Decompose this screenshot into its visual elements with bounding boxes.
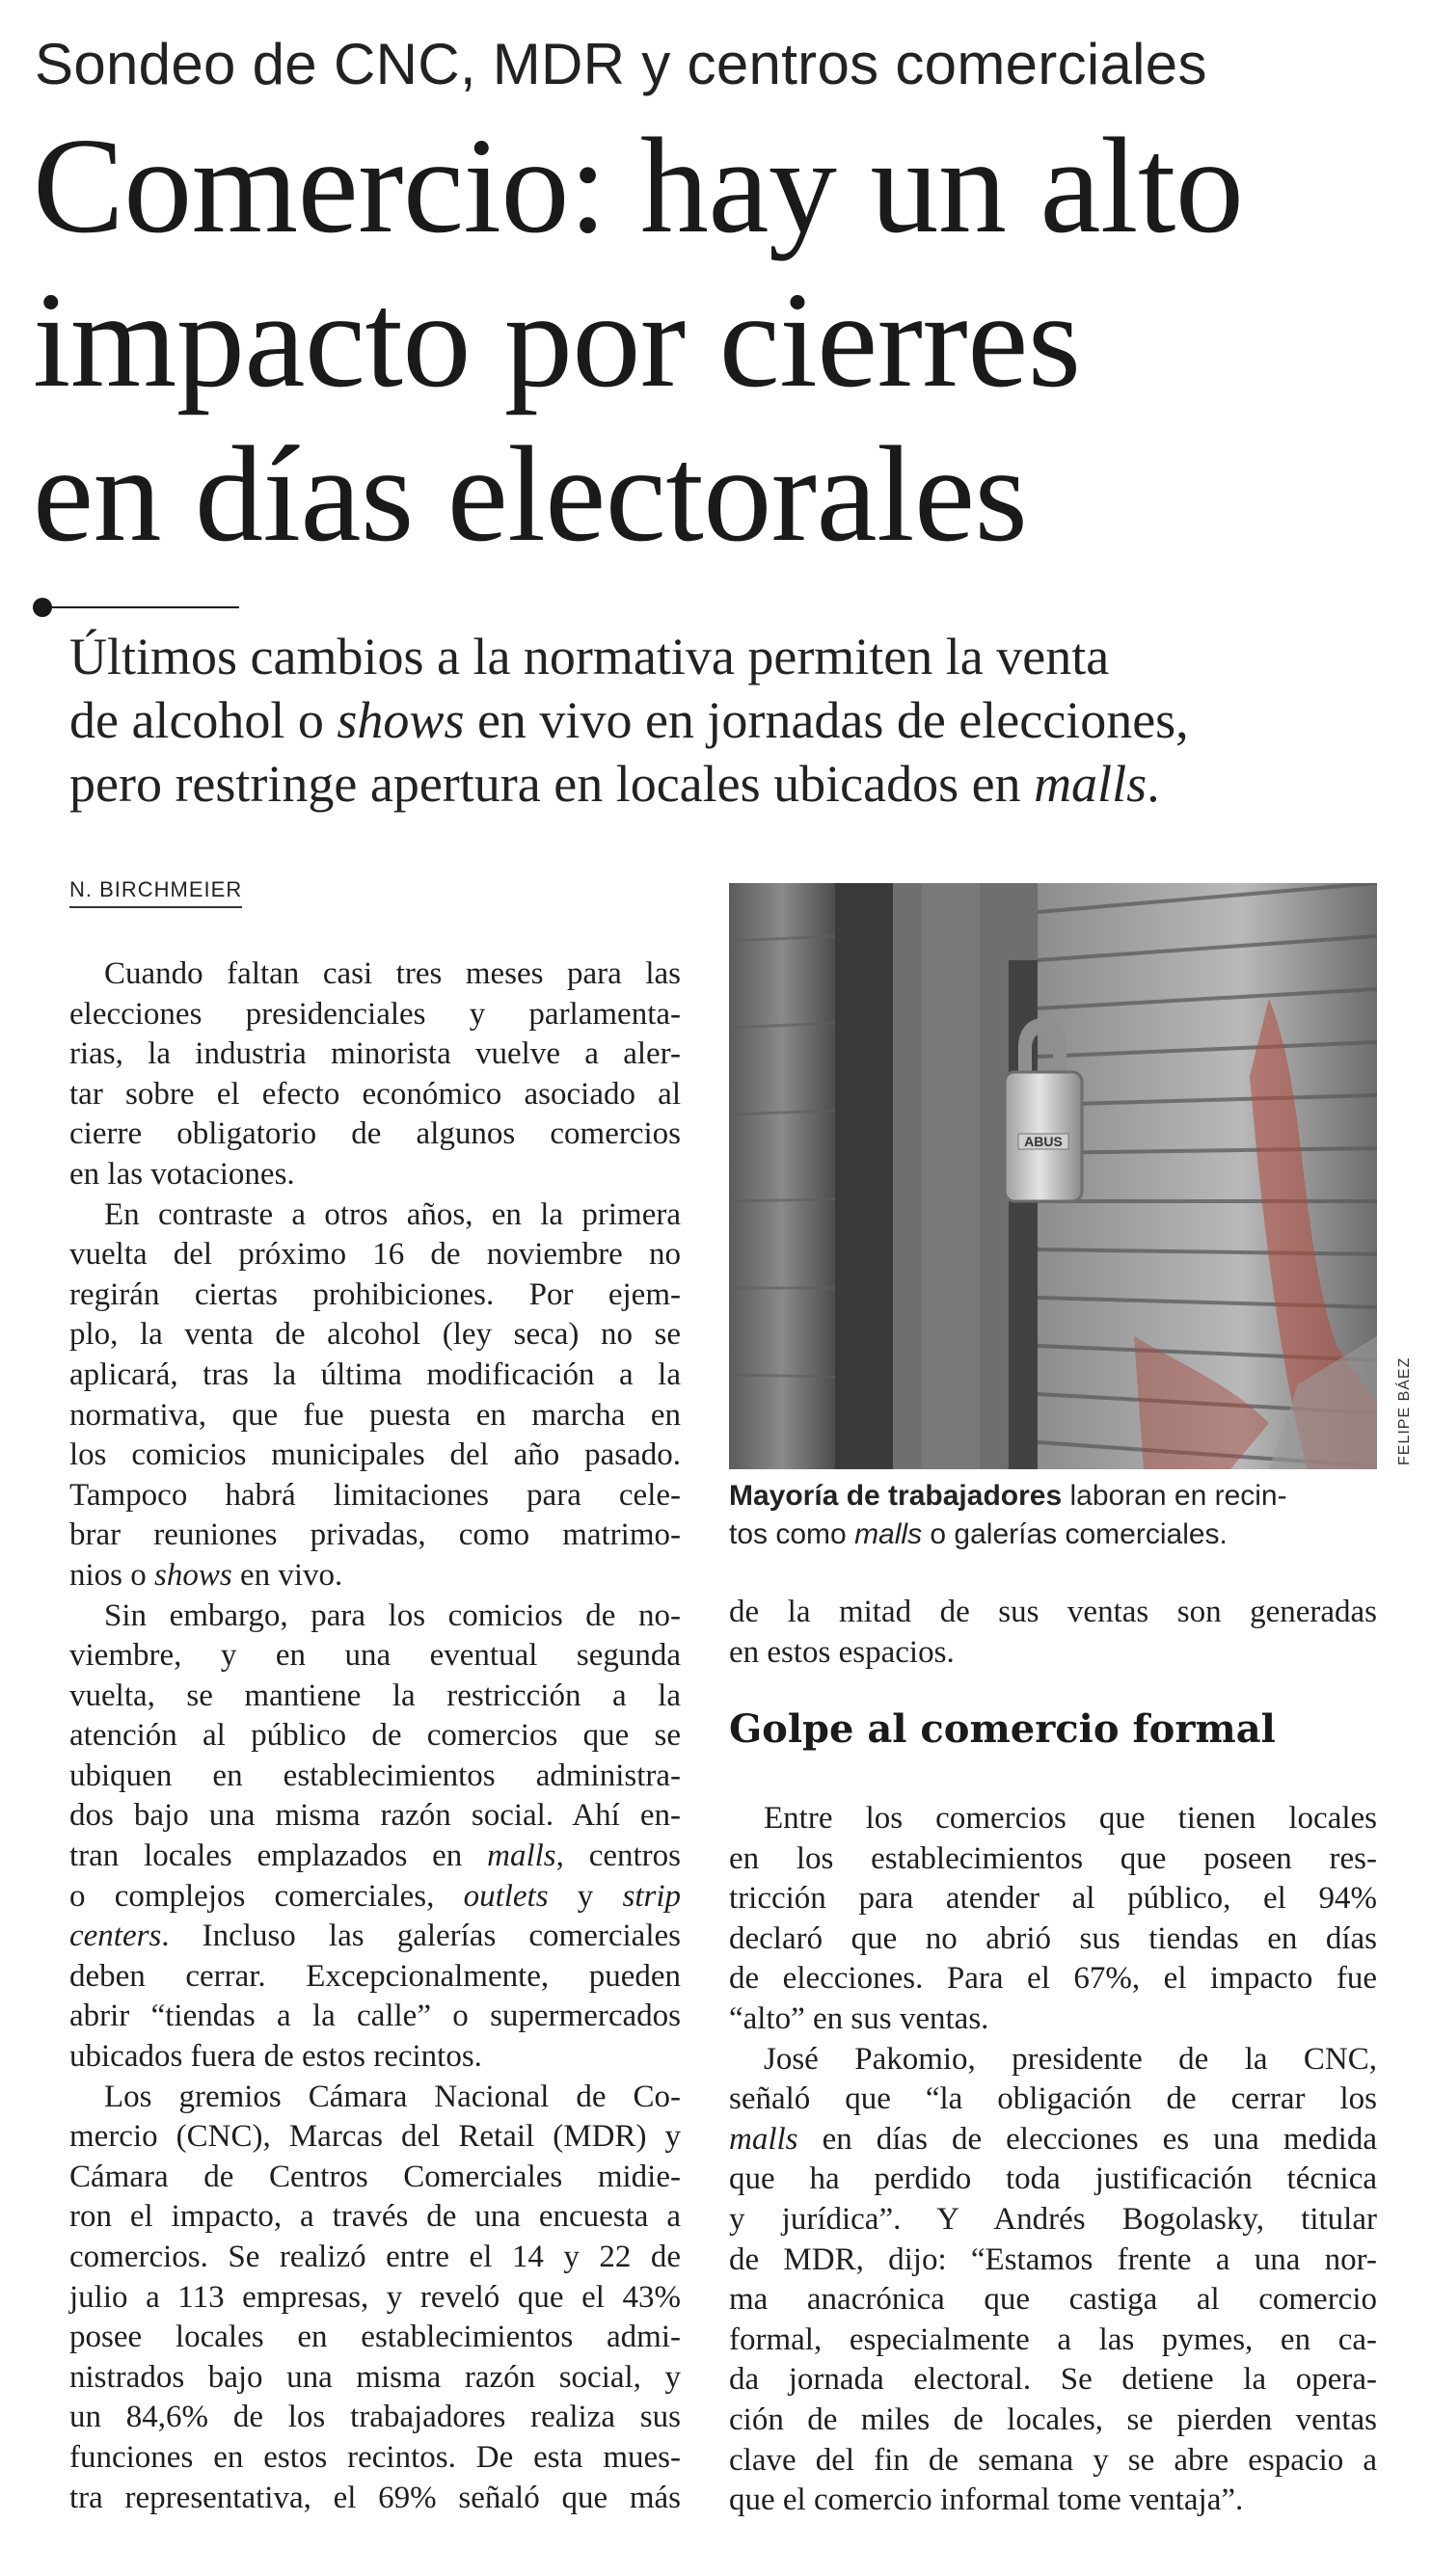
- text-segment: pero restringe apertura en locales ubicados en: [69, 755, 1035, 813]
- text-segment: normativa, que fue puesta en marcha en: [69, 1397, 681, 1433]
- italic-term: centers: [69, 1919, 162, 1954]
- text-segment: un 84,6% de los trabajadores realiza sus: [69, 2400, 681, 2435]
- photo-shutter-illustration: [729, 883, 1377, 1469]
- text-segment: en los establecimientos que poseen res-: [729, 1840, 1377, 1876]
- text-line: [729, 1799, 1377, 1839]
- text-segment: los comicios municipales del año pasado.: [69, 1437, 681, 1473]
- subhead: Golpe al comercio formal: [729, 1706, 1276, 1752]
- text-segment: En contraste a otros años, en la primera: [104, 1196, 681, 1232]
- byline: N. BIRCHMEIER: [69, 877, 242, 908]
- text-segment: clave del fin de semana y se abre espacio a: [729, 2442, 1377, 2478]
- text-segment: de la mitad de sus ventas son generadas: [729, 1595, 1377, 1629]
- text-line: [69, 1436, 681, 1476]
- text-segment: posee locales en establecimientos admi-: [69, 2320, 681, 2355]
- text-line: [69, 2197, 681, 2238]
- text-segment: en vivo en jornadas de elecciones,: [464, 691, 1189, 749]
- text-segment: .: [1147, 755, 1160, 813]
- text-segment: mercio (CNC), Marcas del Retail (MDR) y: [69, 2119, 681, 2155]
- text-segment: ción de miles de locales, se pierden ventas: [729, 2402, 1377, 2437]
- italic-term: malls: [854, 1518, 923, 1550]
- text-segment: Últimos cambios a la normativa permiten la venta: [69, 628, 1110, 685]
- text-line: [69, 2158, 681, 2198]
- text-line: [69, 1716, 681, 1757]
- italic-term: strip: [622, 1878, 682, 1914]
- text-line: [69, 1796, 681, 1837]
- headline-line: en días electorales: [33, 417, 1028, 570]
- text-segment: tar sobre el efecto económico asociado al: [69, 1076, 681, 1112]
- text-segment: nios o: [69, 1557, 155, 1593]
- text-line: [69, 1516, 681, 1556]
- bold-lead-in: Mayoría de trabajadores: [729, 1480, 1063, 1512]
- text-line: [69, 688, 1400, 752]
- text-line: [69, 1355, 681, 1396]
- text-segment: señaló que “la obligación de cerrar los: [729, 2081, 1377, 2117]
- text-line: [69, 954, 681, 995]
- text-segment: ma anacrónica que castiga al comercio: [729, 2282, 1377, 2318]
- text-segment: o complejos comerciales,: [69, 1878, 464, 1914]
- text-line: [69, 1275, 681, 1316]
- italic-term: shows: [337, 691, 465, 749]
- text-segment: abrir “tiendas a la calle” o supermercados: [69, 1999, 681, 2034]
- text-line: [69, 2117, 681, 2158]
- text-line: [69, 1315, 681, 1355]
- text-segment: que ha perdido toda justificación técnica: [729, 2161, 1377, 2197]
- text-segment: en días de elecciones es una medida: [797, 2121, 1377, 2157]
- text-segment: regirán ciertas prohibiciones. Por ejem-: [69, 1276, 681, 1312]
- kicker: Sondeo de CNC, MDR y centros comerciales: [35, 32, 1207, 96]
- headline-line: Comercio: hay un alto: [33, 109, 1244, 261]
- italic-term: malls: [1034, 755, 1148, 813]
- text-line: [69, 2037, 681, 2078]
- text-segment: nistrados bajo una misma razón social, y: [69, 2359, 681, 2395]
- text-segment: julio a 113 empresas, y reveló que el 43%: [69, 2279, 681, 2315]
- text-line: [69, 2438, 681, 2479]
- photo-credit-text: FELIPE BÁEZ: [1396, 1356, 1413, 1465]
- text-segment: que el comercio informal tome ventaja”.: [729, 2482, 1244, 2518]
- text-line: [729, 2481, 1377, 2521]
- text-segment: Cámara de Centros Comerciales midie-: [69, 2159, 681, 2194]
- text-segment: aplicará, tras la última modificación a la: [69, 1356, 681, 1392]
- text-segment: o galerías comerciales.: [922, 1518, 1228, 1550]
- text-segment: Cuando faltan casi tres meses para las: [104, 956, 681, 991]
- text-line: [69, 1476, 681, 1516]
- body-column-right-bottom: [729, 1799, 1377, 2521]
- text-segment: elecciones presidenciales y parlamenta-: [69, 996, 681, 1032]
- text-line: [729, 1919, 1377, 1960]
- text-segment: deben cerrar. Excepcionalmente, pueden: [69, 1958, 681, 1994]
- text-line: [729, 1516, 1377, 1554]
- text-line: [69, 1957, 681, 1998]
- text-line: [729, 1593, 1377, 1633]
- text-line: [729, 1633, 1377, 1674]
- italic-term: malls: [729, 2121, 798, 2157]
- body-column-right-top: [729, 1593, 1377, 1673]
- text-line: [69, 2318, 681, 2358]
- text-line: [729, 2280, 1377, 2321]
- text-segment: y jurídica”. Y Andrés Bogolasky, titular: [729, 2201, 1377, 2237]
- text-segment: de elecciones. Para el 67%, el impacto fue: [729, 1961, 1377, 1997]
- divider-line: [42, 606, 239, 608]
- text-line: [729, 1477, 1377, 1516]
- text-line: [69, 2358, 681, 2399]
- text-line: [729, 2401, 1377, 2441]
- text-segment: declaró que no abrió sus tiendas en días: [729, 1920, 1377, 1956]
- deck: [69, 625, 1400, 816]
- text-segment: en estos espacios.: [729, 1634, 955, 1670]
- text-segment: rias, la industria minorista vuelve a aler-: [69, 1036, 681, 1072]
- text-segment: “alto” en sus ventas.: [729, 2000, 989, 2036]
- text-line: [729, 2040, 1377, 2080]
- text-segment: . Incluso las galerías comerciales: [161, 1919, 681, 1954]
- text-segment: funciones en estos recintos. De esta mues-: [69, 2439, 681, 2475]
- italic-term: outlets: [463, 1878, 549, 1914]
- text-line: [729, 1879, 1377, 1919]
- text-line: [69, 1195, 681, 1236]
- text-line: [729, 2441, 1377, 2482]
- text-segment: tran locales emplazados en: [69, 1838, 488, 1874]
- text-segment: plo, la venta de alcohol (ley seca) no se: [69, 1317, 681, 1353]
- headline: [33, 108, 1412, 571]
- text-segment: comercios. Se realizó entre el 14 y 22 de: [69, 2240, 681, 2274]
- text-line: [729, 2080, 1377, 2120]
- text-segment: Entre los comercios que tienen locales: [764, 1801, 1377, 1836]
- text-line: [69, 1396, 681, 1436]
- text-line: [729, 1959, 1377, 1999]
- text-segment: José Pakomio, presidente de la CNC,: [764, 2041, 1377, 2077]
- text-line: [69, 2398, 681, 2438]
- text-line: [729, 1839, 1377, 1880]
- text-segment: formal, especialmente a las pymes, en ca-: [729, 2321, 1377, 2357]
- text-segment: tricción para atender al público, el 94%: [729, 1881, 1377, 1917]
- text-line: [69, 1114, 681, 1155]
- text-segment: Los gremios Cámara Nacional de Co-: [104, 2079, 681, 2114]
- text-segment: laboran en recin-: [1062, 1480, 1287, 1512]
- text-line: [69, 1757, 681, 1797]
- text-line: [69, 2278, 681, 2319]
- text-line: [729, 2360, 1377, 2401]
- text-segment: cierre obligatorio de algunos comercios: [69, 1116, 681, 1152]
- text-line: [69, 1636, 681, 1677]
- text-segment: da jornada electoral. Se detiene la opera-: [729, 2362, 1377, 2398]
- text-line: [69, 2479, 681, 2519]
- text-segment: y: [548, 1878, 623, 1914]
- text-segment: ubiquen en establecimientos administra-: [69, 1758, 681, 1793]
- text-segment: de alcohol o: [69, 691, 338, 749]
- italic-term: shows: [154, 1557, 232, 1593]
- text-line: [69, 2238, 681, 2278]
- text-line: [69, 1917, 681, 1957]
- text-segment: tos como: [729, 1518, 855, 1550]
- text-segment: Tampoco habrá limitaciones para cele-: [69, 1477, 681, 1513]
- text-line: [69, 625, 1400, 688]
- body-column-left: [69, 954, 681, 2518]
- text-segment: vuelta del próximo 16 de noviembre no: [69, 1237, 681, 1273]
- text-line: [69, 2078, 681, 2118]
- text-line: [69, 1155, 681, 1195]
- text-line: [69, 752, 1400, 816]
- text-segment: en vivo.: [231, 1557, 343, 1593]
- text-segment: viembre, y en una eventual segunda: [69, 1638, 681, 1674]
- text-segment: ron el impacto, a través de una encuesta a: [69, 2199, 681, 2235]
- text-line: [69, 1556, 681, 1597]
- text-segment: vuelta, se mantiene la restricción a la: [69, 1677, 681, 1713]
- text-line: [69, 1235, 681, 1275]
- text-line: [729, 2200, 1377, 2241]
- text-line: [69, 1837, 681, 1877]
- photo-caption: [729, 1477, 1377, 1554]
- text-segment: Sin embargo, para los comicios de no-: [104, 1597, 681, 1633]
- text-segment: atención al público de comercios que se: [69, 1718, 681, 1754]
- text-line: [69, 1677, 681, 1717]
- text-line: [729, 1999, 1377, 2040]
- text-line: [69, 1877, 681, 1918]
- text-line: [69, 995, 681, 1035]
- text-segment: tra representativa, el 69% señaló que más: [69, 2480, 681, 2515]
- text-line: [729, 2120, 1377, 2160]
- text-line: [69, 1034, 681, 1075]
- text-segment: , centros: [555, 1838, 682, 1874]
- text-line: [729, 2160, 1377, 2200]
- text-segment: ubicados fuera de estos recintos.: [69, 2039, 482, 2075]
- italic-term: malls: [487, 1838, 556, 1874]
- text-segment: de MDR, dijo: “Estamos frente a una nor-: [729, 2241, 1377, 2277]
- text-line: [69, 1075, 681, 1115]
- headline-line: impacto por cierres: [33, 263, 1081, 416]
- text-line: [729, 2321, 1377, 2361]
- text-line: [69, 1597, 681, 1637]
- photo: [729, 883, 1377, 1469]
- text-line: [729, 2241, 1377, 2281]
- photo-credit: [1381, 1356, 1413, 1465]
- text-line: [69, 1997, 681, 2037]
- text-segment: brar reuniones privadas, como matrimo-: [69, 1517, 681, 1553]
- lock-brand-label: ABUS: [1024, 1134, 1063, 1149]
- text-segment: dos bajo una misma razón social. Ahí en-: [69, 1798, 681, 1834]
- text-segment: en las votaciones.: [69, 1156, 295, 1192]
